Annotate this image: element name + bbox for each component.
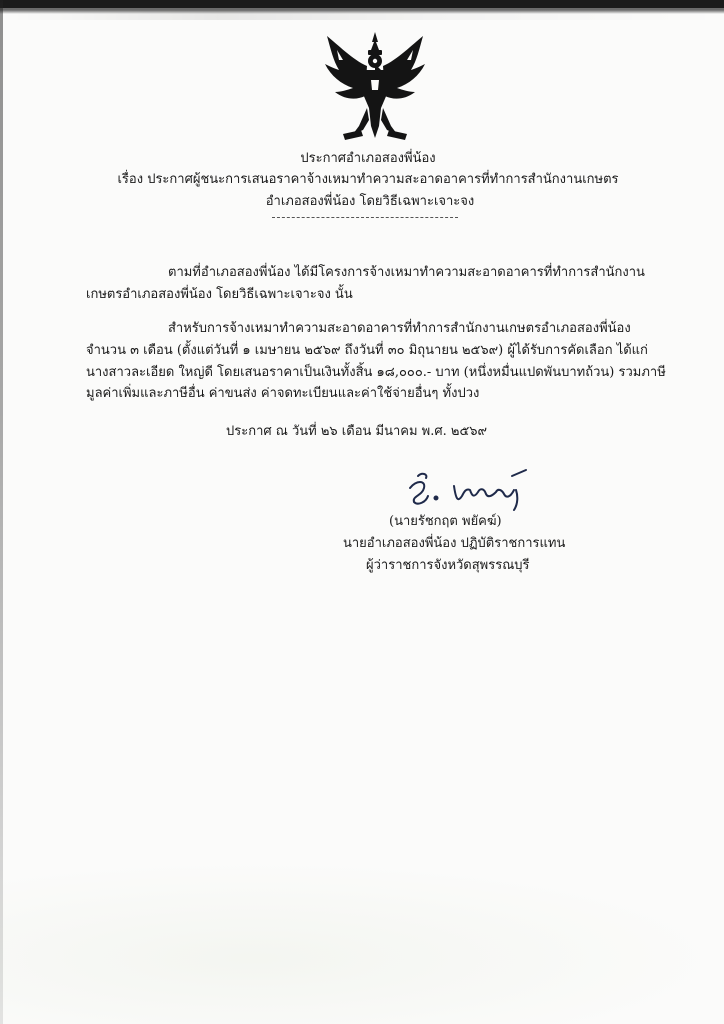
signatory-name: (นายรัชกฤต พยัคฆ์) bbox=[389, 514, 502, 529]
garuda-emblem-icon bbox=[323, 30, 427, 142]
document-subject: เรื่อง ประกาศผู้ชนะการเสนอราคาจ้างเหมาทำความสะอาดอาคารที่ทำการสำนักงานเกษตร bbox=[117, 172, 619, 187]
header-divider bbox=[272, 217, 458, 218]
paragraph-2-line-4: มูลค่าเพิ่มและภาษีอื่น ค่าขนส่ง ค่าจดทะเบียนและค่าใช้จ่ายอื่นๆ ทั้งปวง bbox=[86, 386, 480, 401]
scan-bleed-through bbox=[0, 860, 724, 1024]
paragraph-2-line-2: จำนวน ๓ เดือน (ตั้งแต่วันที่ ๑ เมษายน ๒๕๖๙ ถึงวันที่ ๓๐ มิถุนายน ๒๕๖๙) ผู้ได้รับการคัดเลือก ได้แก่ bbox=[86, 343, 648, 358]
scan-smudge bbox=[0, 10, 724, 20]
paragraph-1-line-1: ตามที่อำเภอสองพี่น้อง ได้มีโครงการจ้างเหมาทำความสะอาดอาคารที่ทำการสำนักงาน bbox=[168, 265, 645, 280]
paragraph-2-line-1: สำหรับการจ้างเหมาทำความสะอาดอาคารที่ทำการสำนักงานเกษตรอำเภอสองพี่น้อง bbox=[168, 321, 631, 336]
signatory-position: นายอำเภอสองพี่น้อง ปฏิบัติราชการแทน bbox=[343, 536, 566, 551]
announcement-date: ประกาศ ณ วันที่ ๒๖ เดือน มีนาคม พ.ศ. ๒๕๖๙ bbox=[226, 424, 488, 439]
signatory-position-2: ผู้ว่าราชการจังหวัดสุพรรณบุรี bbox=[366, 558, 530, 573]
document-subject-continued: อำเภอสองพี่น้อง โดยวิธีเฉพาะเจาะจง bbox=[265, 194, 475, 209]
paragraph-1-line-2: เกษตรอำเภอสองพี่น้อง โดยวิธีเฉพาะเจาะจง นั้น bbox=[86, 287, 353, 302]
document-title: ประกาศอำเภอสองพี่น้อง bbox=[300, 151, 436, 166]
paragraph-2-line-3: นางสาวละเอียด ใหญ่ดี โดยเสนอราคาเป็นเงินทั้งสิ้น ๑๘,๐๐๐.- บาท (หนึ่งหมื่นแปดพันบาทถ้วน) รวมภาษี bbox=[86, 365, 666, 380]
handwritten-signature bbox=[400, 466, 540, 514]
